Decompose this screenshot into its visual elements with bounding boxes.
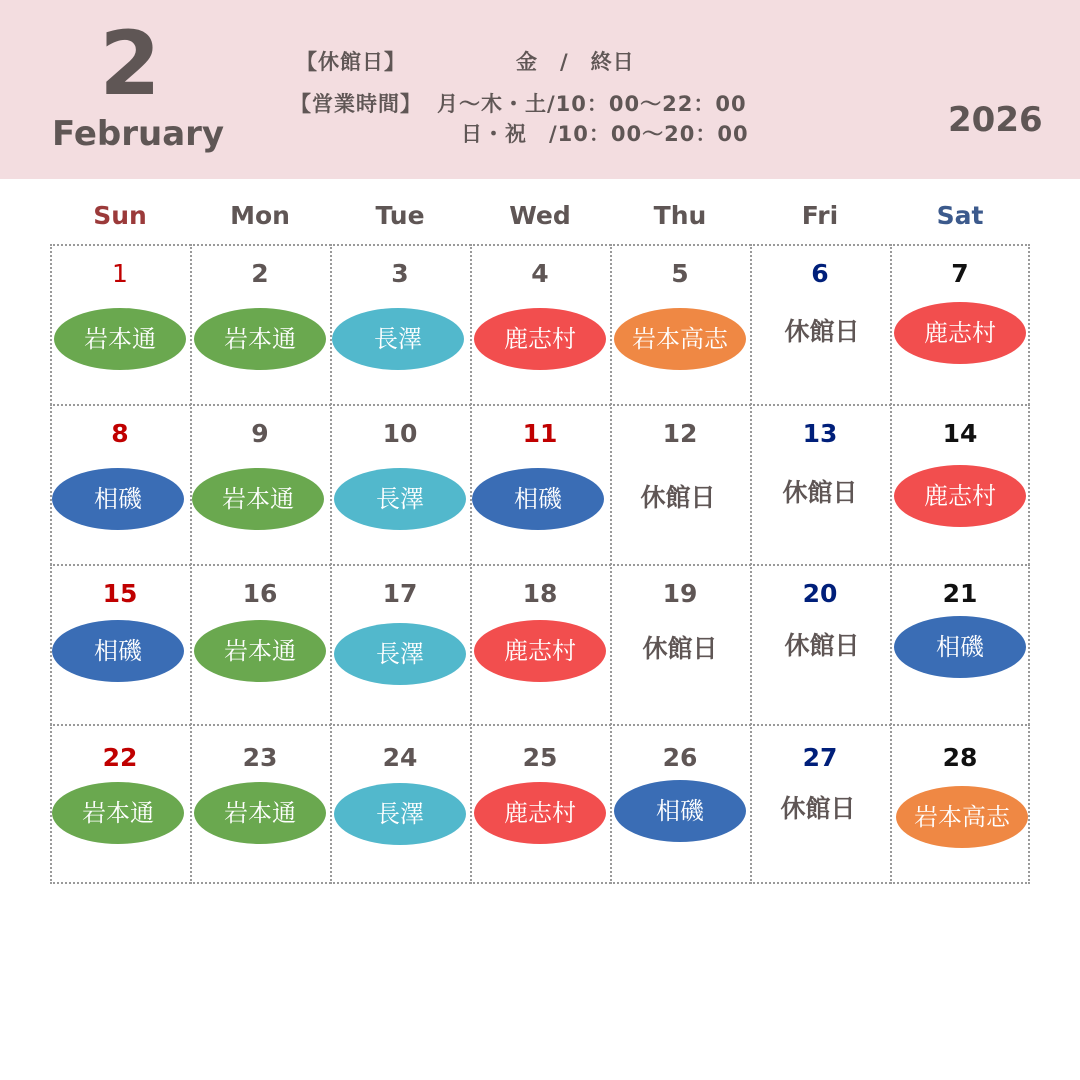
staff-badge: 鹿志村 <box>474 308 606 370</box>
day-number: 7 <box>951 259 969 288</box>
day-cell-9[interactable] <box>190 404 330 564</box>
day-number: 15 <box>102 579 138 608</box>
day-cell-21[interactable] <box>890 564 1030 724</box>
day-number: 21 <box>942 579 978 608</box>
calendar-grid <box>50 244 1030 884</box>
day-number: 18 <box>522 579 558 608</box>
day-number: 11 <box>522 419 558 448</box>
day-cell-24[interactable] <box>330 724 470 884</box>
day-cell-5[interactable] <box>610 244 750 404</box>
day-number: 24 <box>382 743 418 772</box>
day-cell-18[interactable] <box>470 564 610 724</box>
staff-badge: 相磯 <box>472 468 604 530</box>
staff-badge: 相磯 <box>614 780 746 842</box>
day-number: 4 <box>531 259 549 288</box>
day-number: 9 <box>251 419 269 448</box>
closed-label: 休館日 <box>784 317 860 346</box>
day-cell-22[interactable] <box>50 724 190 884</box>
day-cell-20[interactable] <box>750 564 890 724</box>
staff-badge: 鹿志村 <box>894 465 1026 527</box>
day-cell-15[interactable] <box>50 564 190 724</box>
weekday-thu: Thu <box>653 201 707 230</box>
day-number: 28 <box>942 743 978 772</box>
staff-badge: 相磯 <box>894 616 1026 678</box>
day-cell-4[interactable] <box>470 244 610 404</box>
day-number: 23 <box>242 743 278 772</box>
day-number: 10 <box>382 419 418 448</box>
staff-badge: 鹿志村 <box>474 620 606 682</box>
staff-badge: 岩本通 <box>52 782 184 844</box>
closed-label: 休館日 <box>780 794 856 823</box>
day-number: 14 <box>942 419 978 448</box>
staff-badge: 長澤 <box>334 468 466 530</box>
day-number: 26 <box>662 743 698 772</box>
day-number: 6 <box>811 259 829 288</box>
day-cell-11[interactable] <box>470 404 610 564</box>
day-number: 22 <box>102 743 138 772</box>
closed-day-value: 金 / 終日 <box>516 50 635 74</box>
day-cell-27[interactable] <box>750 724 890 884</box>
calendar-header <box>0 0 1080 179</box>
staff-badge: 岩本高志 <box>896 786 1028 848</box>
day-cell-10[interactable] <box>330 404 470 564</box>
weekday-mon: Mon <box>230 201 290 230</box>
day-number: 16 <box>242 579 278 608</box>
day-number: 2 <box>251 259 269 288</box>
month-number: 2 <box>99 12 161 115</box>
day-number: 17 <box>382 579 418 608</box>
day-cell-28[interactable] <box>890 724 1030 884</box>
day-number: 12 <box>662 419 698 448</box>
day-number: 13 <box>802 419 838 448</box>
day-cell-12[interactable] <box>610 404 750 564</box>
staff-badge: 岩本通 <box>194 620 326 682</box>
business-hours-weekday: 月～木・土/10：00～22：00 <box>437 92 747 116</box>
day-cell-17[interactable] <box>330 564 470 724</box>
day-number: 19 <box>662 579 698 608</box>
staff-badge: 岩本通 <box>194 308 326 370</box>
weekday-sat: Sat <box>936 201 984 230</box>
staff-badge: 長澤 <box>334 623 466 685</box>
year: 2026 <box>948 100 1043 140</box>
business-hours-label: 【営業時間】 <box>290 92 422 116</box>
day-number: 5 <box>671 259 689 288</box>
day-number: 25 <box>522 743 558 772</box>
day-cell-26[interactable] <box>610 724 750 884</box>
staff-badge: 相磯 <box>52 620 184 682</box>
day-number: 20 <box>802 579 838 608</box>
day-cell-7[interactable] <box>890 244 1030 404</box>
weekday-sun: Sun <box>93 201 147 230</box>
day-number: 27 <box>802 743 838 772</box>
weekday-wed: Wed <box>509 201 571 230</box>
staff-badge: 長澤 <box>334 783 466 845</box>
day-cell-13[interactable] <box>750 404 890 564</box>
day-cell-16[interactable] <box>190 564 330 724</box>
staff-badge: 岩本高志 <box>614 308 746 370</box>
closed-label: 休館日 <box>784 631 860 660</box>
day-cell-6[interactable] <box>750 244 890 404</box>
day-cell-19[interactable] <box>610 564 750 724</box>
business-hours-holiday: 日・祝 /10：00～20：00 <box>461 122 749 146</box>
day-cell-3[interactable] <box>330 244 470 404</box>
closed-label: 休館日 <box>642 634 718 663</box>
staff-badge: 相磯 <box>52 468 184 530</box>
staff-badge: 鹿志村 <box>474 782 606 844</box>
closed-day-label: 【休館日】 <box>296 50 406 74</box>
month-name: February <box>52 114 225 154</box>
weekday-tue: Tue <box>375 201 425 230</box>
day-cell-2[interactable] <box>190 244 330 404</box>
staff-badge: 長澤 <box>332 308 464 370</box>
weekday-fri: Fri <box>801 201 839 230</box>
day-number: 3 <box>391 259 409 288</box>
day-cell-1[interactable] <box>50 244 190 404</box>
staff-badge: 岩本通 <box>192 468 324 530</box>
staff-badge: 岩本通 <box>54 308 186 370</box>
day-number: 8 <box>111 419 129 448</box>
staff-badge: 岩本通 <box>194 782 326 844</box>
day-number: 1 <box>112 259 128 288</box>
day-cell-8[interactable] <box>50 404 190 564</box>
staff-badge: 鹿志村 <box>894 302 1026 364</box>
day-cell-14[interactable] <box>890 404 1030 564</box>
day-cell-23[interactable] <box>190 724 330 884</box>
closed-label: 休館日 <box>640 483 716 512</box>
day-cell-25[interactable] <box>470 724 610 884</box>
closed-label: 休館日 <box>782 478 858 507</box>
